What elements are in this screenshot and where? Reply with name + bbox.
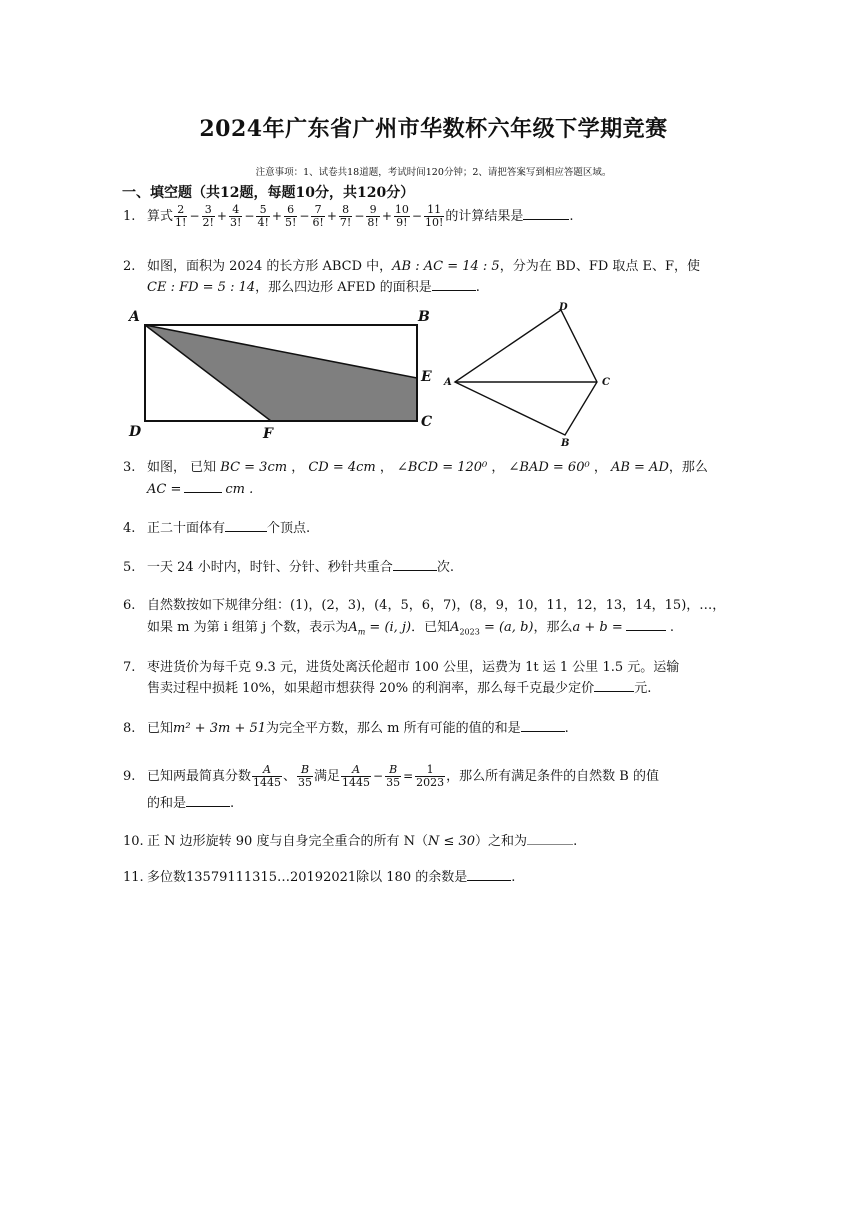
fraction-a-1445 bbox=[252, 764, 282, 789]
q6-text-1: 自然数按如下规律分组：(1)，(2，3)，(4，5，6，7)，(8，9，10，11，12，13，14，15)，…， bbox=[147, 598, 726, 613]
numerator: 8 bbox=[339, 204, 352, 217]
numerator: 4 bbox=[229, 204, 242, 217]
denominator: 8! bbox=[367, 216, 379, 229]
answer-blank[interactable] bbox=[186, 794, 230, 807]
label-c: C bbox=[421, 414, 433, 430]
q5-text: 一天 24 小时内，时针、分针、秒针共重合 bbox=[147, 560, 393, 575]
operator-sign: + bbox=[326, 209, 337, 223]
denominator: 6! bbox=[312, 216, 324, 229]
answer-blank[interactable] bbox=[184, 480, 222, 493]
question-6 bbox=[123, 597, 725, 615]
question-number: 2. bbox=[123, 259, 136, 274]
numerator: 7 bbox=[311, 204, 324, 217]
q9-text-3: ，那么所有满足条件的自然数 B 的值 bbox=[446, 769, 659, 784]
question-3-line-2 bbox=[147, 480, 253, 499]
denominator: 10! bbox=[424, 216, 444, 229]
denominator: 5! bbox=[284, 216, 297, 229]
q3-cd: CD = 4cm bbox=[308, 460, 376, 475]
operator-sign: + bbox=[381, 209, 392, 223]
kite-figure bbox=[440, 298, 620, 448]
shaded-quadrilateral bbox=[145, 325, 417, 421]
fraction-a-1445 bbox=[341, 764, 371, 789]
q6-end: . bbox=[669, 620, 675, 635]
question-6-line-2 bbox=[147, 618, 674, 642]
q8-text-1: 已知 bbox=[147, 721, 174, 736]
q10-text-1: 正 N 边形旋转 90 度与自身完全重合的所有 N（ bbox=[147, 834, 428, 849]
q6-expr-sum: a + b = bbox=[572, 620, 623, 635]
q11-text: 多位数13579111315…20192021除以 180 的余数是 bbox=[147, 870, 468, 885]
q6-expr-a: A bbox=[348, 620, 358, 635]
denominator: 1445 bbox=[342, 776, 371, 789]
fraction-b-35 bbox=[385, 764, 401, 789]
operator-sign: − bbox=[299, 209, 310, 223]
question-10 bbox=[123, 832, 577, 851]
fraction-term bbox=[394, 204, 410, 229]
q2-text-3: ，那么四边形 AFED 的面积是 bbox=[255, 280, 432, 295]
fraction-term bbox=[174, 204, 187, 229]
q6-expr-a2023-sub: 2023 bbox=[459, 627, 480, 637]
minus-sign: − bbox=[373, 769, 384, 783]
fraction-term bbox=[424, 204, 444, 229]
operator-sign: − bbox=[411, 209, 422, 223]
exam-notice: 注意事项：1、试卷共18道题，考试时间120分钟；2、请把答案写到相应答题区域。 bbox=[255, 167, 612, 178]
q8-expression: m² + 3m + 51 bbox=[173, 721, 267, 736]
q3-unit: cm . bbox=[225, 482, 254, 497]
numerator: B bbox=[385, 764, 401, 777]
q4-after: 个顶点. bbox=[267, 521, 311, 536]
fraction-term bbox=[202, 204, 215, 229]
numerator: 1 bbox=[415, 764, 445, 777]
question-7-line-2 bbox=[147, 679, 651, 698]
denominator: 2023 bbox=[416, 776, 445, 789]
fraction-term bbox=[311, 204, 324, 229]
question-number: 11. bbox=[123, 870, 144, 885]
operator-sign: − bbox=[189, 209, 200, 223]
q2-text-2: ，分为在 BD、FD 取点 E、F，使 bbox=[499, 259, 701, 274]
quadrilateral-abcd bbox=[455, 310, 597, 435]
question-number: 5. bbox=[123, 560, 136, 575]
q11-end: . bbox=[511, 870, 516, 885]
question-11 bbox=[123, 868, 515, 887]
label-b: B bbox=[418, 309, 430, 325]
answer-blank[interactable] bbox=[521, 719, 565, 732]
fraction-1-2023 bbox=[415, 764, 445, 789]
label-f: F bbox=[263, 426, 273, 442]
rectangle-figure bbox=[130, 308, 440, 448]
q8-end: . bbox=[564, 721, 569, 736]
q6-text-3: ．已知 bbox=[411, 620, 451, 635]
numerator: 2 bbox=[174, 204, 187, 217]
q3-text-2: ，那么 bbox=[668, 460, 708, 475]
denominator: 1445 bbox=[253, 776, 282, 789]
answer-blank[interactable] bbox=[523, 207, 569, 220]
question-9-line-2 bbox=[147, 794, 234, 813]
question-8 bbox=[123, 719, 569, 738]
fraction-term bbox=[339, 204, 352, 229]
label-e: E bbox=[421, 369, 432, 385]
fraction-term bbox=[284, 204, 297, 229]
q9-text-1: 已知两最简真分数 bbox=[147, 769, 252, 784]
question-5 bbox=[123, 558, 454, 577]
fraction-term bbox=[229, 204, 242, 229]
denominator: 9! bbox=[396, 216, 408, 229]
q3-angle-bad: ∠BAD = 60⁰ bbox=[508, 460, 590, 475]
question-number: 7. bbox=[123, 660, 136, 675]
q3-text-1: 如图， 已知 bbox=[147, 460, 217, 475]
question-2 bbox=[123, 258, 700, 276]
question-number: 1. bbox=[123, 209, 136, 224]
question-number: 4. bbox=[123, 521, 136, 536]
question-number: 9. bbox=[123, 769, 136, 784]
answer-blank[interactable] bbox=[225, 519, 267, 532]
q8-text-2: 为完全平方数，那么 m 所有可能的值的和是 bbox=[266, 721, 521, 736]
question-1 bbox=[123, 204, 574, 229]
page-title: 2024年广东省广州市华数杯六年级下学期竞赛 bbox=[199, 116, 668, 142]
operator-sign: + bbox=[271, 209, 282, 223]
equals-sign: = bbox=[403, 769, 414, 783]
question-number: 8. bbox=[123, 721, 136, 736]
label-d: D bbox=[129, 424, 142, 440]
answer-blank[interactable] bbox=[626, 618, 666, 631]
answer-blank[interactable] bbox=[467, 868, 511, 881]
question-9 bbox=[123, 758, 659, 795]
q10-text-2: ）之和为 bbox=[475, 834, 528, 849]
q2-text-1: 如图，面积为 2024 的长方形 ABCD 中， bbox=[147, 259, 393, 274]
numerator: 5 bbox=[256, 204, 269, 217]
q6-expr-ij: = (i, j) bbox=[365, 620, 412, 635]
numerator: 9 bbox=[366, 204, 379, 217]
q7-text-2: 售卖过程中损耗 10%，如果超市想获得 20% 的利润率，那么每千克最少定价 bbox=[147, 681, 595, 696]
denominator: 35 bbox=[386, 776, 401, 789]
answer-blank[interactable] bbox=[432, 278, 476, 291]
q5-after: 次. bbox=[436, 560, 454, 575]
q6-text-4: ，那么 bbox=[533, 620, 573, 635]
operator-sign: − bbox=[244, 209, 255, 223]
question-2-line-2 bbox=[147, 278, 480, 297]
q1-prefix: 算式 bbox=[147, 209, 174, 224]
label-c: C bbox=[602, 377, 610, 388]
question-number: 10. bbox=[123, 834, 144, 849]
denominator: 3! bbox=[229, 216, 242, 229]
fraction-term bbox=[256, 204, 269, 229]
numerator: 3 bbox=[202, 204, 215, 217]
q1-suffix: 的计算结果是 bbox=[445, 209, 524, 224]
q6-expr-a2023: A bbox=[450, 620, 460, 635]
q9-sep: 、 bbox=[283, 769, 297, 784]
numerator: A bbox=[341, 764, 371, 777]
operator-sign: − bbox=[354, 209, 365, 223]
question-3: 3. 如图， 已知 BC = 3cm ， CD = 4cm ， ∠BCD = 120⁰ ， ∠BAD = 60⁰ ， AB = AD，那么 bbox=[123, 460, 708, 475]
q10-condition: N ≤ 30 bbox=[427, 834, 476, 849]
label-b: B bbox=[561, 438, 570, 449]
label-a: A bbox=[129, 309, 140, 325]
q9-end: . bbox=[230, 796, 235, 811]
q9-text-2: 满足 bbox=[314, 769, 341, 784]
question-7 bbox=[123, 659, 679, 677]
numerator: B bbox=[297, 764, 313, 777]
q6-text-2: 如果 m 为第 i 组第 j 个数，表示为 bbox=[147, 620, 349, 635]
label-a: A bbox=[444, 377, 452, 388]
question-number: 6. bbox=[123, 598, 136, 613]
q2-ratio-1: AB : AC = 14 : 5 bbox=[392, 259, 500, 274]
operator-sign: + bbox=[216, 209, 227, 223]
q3-bc: BC = 3cm bbox=[220, 460, 288, 475]
q1-fraction-expression bbox=[173, 203, 445, 229]
numerator: 11 bbox=[424, 204, 444, 217]
question-number: 3. bbox=[123, 460, 136, 475]
q2-end: . bbox=[475, 280, 480, 295]
q3-angle-bcd: ∠BCD = 120⁰ bbox=[397, 460, 488, 475]
q3-ac: AC = bbox=[147, 482, 182, 497]
answer-blank[interactable] bbox=[527, 832, 573, 845]
question-4 bbox=[123, 519, 310, 538]
q3-ab-ad: AB = AD bbox=[610, 460, 669, 475]
q6-expr-ab: = (a, b) bbox=[479, 620, 534, 635]
q4-text: 正二十面体有 bbox=[147, 521, 226, 536]
q2-ratio-2: CE : FD = 5 : 14 bbox=[147, 280, 256, 295]
q7-end: 元. bbox=[634, 681, 652, 696]
denominator: 1! bbox=[175, 216, 187, 229]
fraction-b-35 bbox=[297, 764, 313, 789]
denominator: 7! bbox=[339, 216, 352, 229]
section-heading: 一、填空题（共12题，每题10分，共120分） bbox=[122, 185, 415, 201]
q7-text-1: 枣进货价为每千克 9.3 元，进货处离沃伦超市 100 公里，运费为 1t 运 1 公里 1.5 元。运输 bbox=[147, 660, 680, 675]
denominator: 35 bbox=[298, 776, 313, 789]
q10-end: . bbox=[573, 834, 578, 849]
q1-end: . bbox=[569, 209, 574, 224]
numerator: 10 bbox=[394, 203, 409, 216]
denominator: 4! bbox=[257, 216, 269, 229]
numerator: A bbox=[252, 764, 282, 777]
answer-blank[interactable] bbox=[594, 679, 634, 692]
q9-text-4: 的和是 bbox=[147, 796, 187, 811]
q6-expr-a-sub: m bbox=[357, 627, 366, 637]
answer-blank[interactable] bbox=[393, 558, 437, 571]
denominator: 2! bbox=[202, 216, 214, 229]
numerator: 6 bbox=[284, 204, 297, 217]
label-d: D bbox=[559, 302, 568, 313]
fraction-term bbox=[366, 204, 379, 229]
